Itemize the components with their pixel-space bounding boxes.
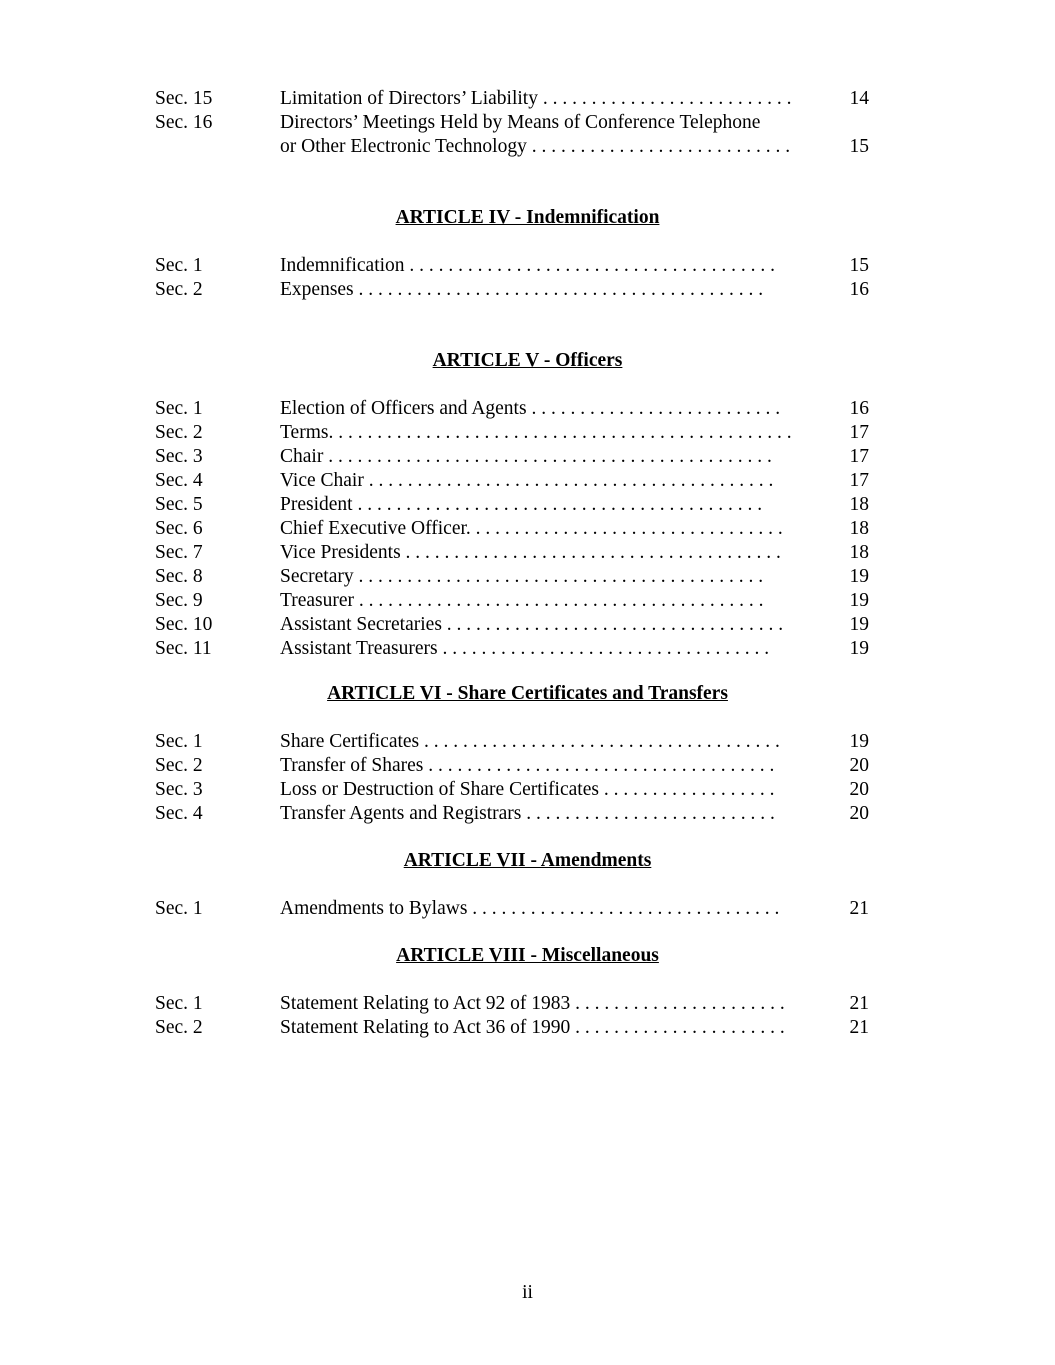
section-title: or Other Electronic Technology . . . . . . . . . . . . . . . . . . . . . . . . . . .	[280, 136, 791, 157]
section-number: Sec. 1	[155, 898, 203, 919]
section-number: Sec. 16	[155, 112, 213, 133]
toc-entry	[0, 565, 1055, 589]
section-number: Sec. 6	[155, 518, 203, 539]
toc-entry	[0, 730, 1055, 754]
toc-entry	[0, 469, 1055, 493]
section-title: Limitation of Directors’ Liability . . . . . . . . . . . . . . . . . . . . . . . . . .	[280, 88, 792, 109]
toc-entry	[0, 254, 1055, 278]
page-ref: 17	[849, 446, 869, 467]
page-ref: 16	[849, 398, 869, 419]
page-ref: 19	[849, 614, 869, 635]
section-title: Expenses . . . . . . . . . . . . . . . . . . . . . . . . . . . . . . . . . . . . . . . . . .	[280, 279, 764, 300]
section-number: Sec. 9	[155, 590, 203, 611]
toc-entry	[0, 111, 1055, 135]
section-number: Sec. 15	[155, 88, 213, 109]
page-ref: 20	[849, 755, 869, 776]
section-number: Sec. 2	[155, 422, 203, 443]
section-title: Amendments to Bylaws . . . . . . . . . . . . . . . . . . . . . . . . . . . . . . . .	[280, 898, 780, 919]
article-heading: ARTICLE VI - Share Certificates and Transfers	[327, 683, 728, 704]
section-title: Indemnification . . . . . . . . . . . . . . . . . . . . . . . . . . . . . . . . . . . . . .	[280, 255, 776, 276]
section-number: Sec. 5	[155, 494, 203, 515]
section-title: Statement Relating to Act 36 of 1990 . . . . . . . . . . . . . . . . . . . . . .	[280, 1017, 785, 1038]
page-ref: 19	[849, 638, 869, 659]
page-ref: 21	[849, 898, 869, 919]
section-title: Loss or Destruction of Share Certificates . . . . . . . . . . . . . . . . . .	[280, 779, 775, 800]
page-ref: 15	[849, 136, 869, 157]
toc-entry	[0, 897, 1055, 921]
section-number: Sec. 3	[155, 446, 203, 467]
section-title: Secretary . . . . . . . . . . . . . . . . . . . . . . . . . . . . . . . . . . . . . . . . . .	[280, 566, 764, 587]
section-number: Sec. 4	[155, 470, 203, 491]
page-ref: 20	[849, 803, 869, 824]
page-ref: 19	[849, 590, 869, 611]
toc-entry	[0, 613, 1055, 637]
toc-entry	[0, 992, 1055, 1016]
toc-entry	[0, 445, 1055, 469]
section-title: President . . . . . . . . . . . . . . . . . . . . . . . . . . . . . . . . . . . . . . . . . .	[280, 494, 763, 515]
toc-entry	[0, 517, 1055, 541]
section-number: Sec. 10	[155, 614, 213, 635]
page-ref: 21	[849, 1017, 869, 1038]
section-number: Sec. 7	[155, 542, 203, 563]
section-number: Sec. 3	[155, 779, 203, 800]
section-title: Terms. . . . . . . . . . . . . . . . . . . . . . . . . . . . . . . . . . . . . . . . . . . . . . . .	[280, 422, 792, 443]
article-heading: ARTICLE VII - Amendments	[403, 850, 652, 871]
toc-entry	[0, 278, 1055, 302]
section-number: Sec. 1	[155, 731, 203, 752]
page-number: ii	[522, 1282, 533, 1303]
section-title: Transfer Agents and Registrars . . . . . . . . . . . . . . . . . . . . . . . . . .	[280, 803, 775, 824]
toc-entry	[0, 637, 1055, 661]
section-number: Sec. 2	[155, 755, 203, 776]
section-number: Sec. 2	[155, 279, 203, 300]
section-number: Sec. 4	[155, 803, 203, 824]
section-title: Assistant Treasurers . . . . . . . . . . . . . . . . . . . . . . . . . . . . . . . . . .	[280, 638, 770, 659]
toc-entry-continuation	[0, 135, 1055, 159]
section-title: Chair . . . . . . . . . . . . . . . . . . . . . . . . . . . . . . . . . . . . . . . . . . . . . .	[280, 446, 772, 467]
toc-entry	[0, 493, 1055, 517]
toc-entry	[0, 1016, 1055, 1040]
toc-entry	[0, 589, 1055, 613]
page-ref: 20	[849, 779, 869, 800]
page-ref: 21	[849, 993, 869, 1014]
section-title: Assistant Secretaries . . . . . . . . . . . . . . . . . . . . . . . . . . . . . . . . . . .	[280, 614, 784, 635]
article-heading: ARTICLE VIII - Miscellaneous	[396, 945, 659, 966]
page-ref: 19	[849, 731, 869, 752]
section-title: Election of Officers and Agents . . . . . . . . . . . . . . . . . . . . . . . . . .	[280, 398, 781, 419]
page-ref: 18	[849, 518, 869, 539]
toc-entry	[0, 397, 1055, 421]
section-number: Sec. 8	[155, 566, 203, 587]
toc-entry	[0, 802, 1055, 826]
section-number: Sec. 1	[155, 993, 203, 1014]
section-number: Sec. 2	[155, 1017, 203, 1038]
section-title: Vice Chair . . . . . . . . . . . . . . . . . . . . . . . . . . . . . . . . . . . . . . . . . .	[280, 470, 774, 491]
section-number: Sec. 11	[155, 638, 212, 659]
page-ref: 16	[849, 279, 869, 300]
page-ref: 18	[849, 494, 869, 515]
toc-entry	[0, 87, 1055, 111]
section-title: Chief Executive Officer. . . . . . . . . . . . . . . . . . . . . . . . . . . . . . . . .	[280, 518, 783, 539]
section-number: Sec. 1	[155, 398, 203, 419]
toc-entry	[0, 421, 1055, 445]
page-ref: 19	[849, 566, 869, 587]
section-title: Vice Presidents . . . . . . . . . . . . . . . . . . . . . . . . . . . . . . . . . . . . . . .	[280, 542, 781, 563]
section-title: Directors’ Meetings Held by Means of Conference Telephone	[280, 112, 761, 133]
article-heading: ARTICLE V - Officers	[432, 350, 623, 371]
page-ref: 17	[849, 422, 869, 443]
article-heading: ARTICLE IV - Indemnification	[395, 207, 660, 228]
page-ref: 18	[849, 542, 869, 563]
page-ref: 17	[849, 470, 869, 491]
section-title: Statement Relating to Act 92 of 1983 . . . . . . . . . . . . . . . . . . . . . .	[280, 993, 785, 1014]
section-title: Transfer of Shares . . . . . . . . . . . . . . . . . . . . . . . . . . . . . . . . . . . .	[280, 755, 775, 776]
toc-entry	[0, 754, 1055, 778]
page-ref: 15	[849, 255, 869, 276]
page-ref: 14	[849, 88, 869, 109]
toc-entry	[0, 778, 1055, 802]
section-number: Sec. 1	[155, 255, 203, 276]
toc-entry	[0, 541, 1055, 565]
section-title: Treasurer . . . . . . . . . . . . . . . . . . . . . . . . . . . . . . . . . . . . . . . . . .	[280, 590, 764, 611]
section-title: Share Certificates . . . . . . . . . . . . . . . . . . . . . . . . . . . . . . . . . . . . .	[280, 731, 780, 752]
